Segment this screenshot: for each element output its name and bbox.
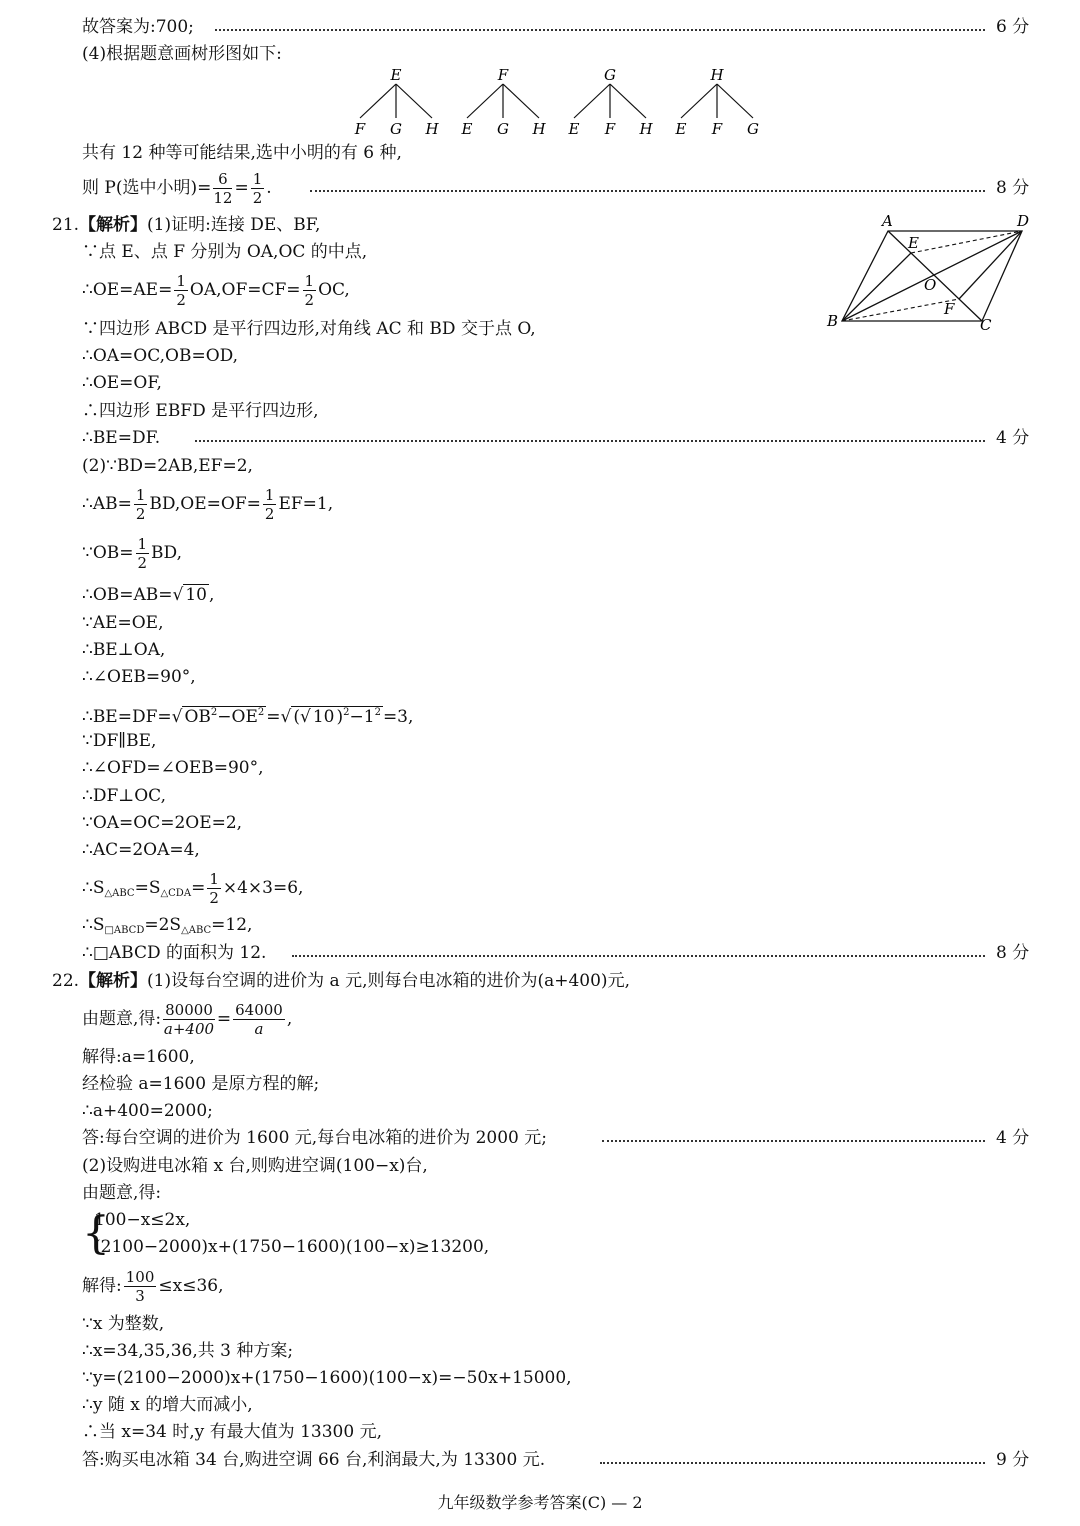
q22-line: 由题意,得: $\frac{80000}{a+400}$ = $\frac{64000}{a}$ ,: [82, 1001, 293, 1038]
point-o-label: O: [924, 276, 937, 294]
tree-leaf: F: [711, 120, 723, 138]
q21-line: ∴OA=OC,OB=OD,: [82, 346, 239, 366]
q21-line: ∴∠OEB=90°,: [82, 667, 196, 687]
page-footer: 九年级数学参考答案(C) — 2: [437, 1493, 643, 1512]
tree-leaf: G: [497, 120, 509, 138]
tree-leaf: E: [568, 120, 580, 138]
q21-line: ∴□ABCD 的面积为 12.: [82, 943, 267, 963]
leader-dots: [215, 29, 985, 31]
q22-line: ∴x=34,35,36,共 3 种方案;: [82, 1341, 294, 1361]
q22-line: 由题意,得:: [82, 1183, 162, 1203]
leader-dots: [602, 1140, 985, 1142]
outcomes-line: 共有 12 种等可能结果,选中小明的有 6 种,: [82, 143, 402, 163]
inequality-1: 100−x≤2x,: [94, 1210, 191, 1230]
answer-line: 故答案为:700;: [82, 17, 194, 37]
q21-line: ∴四边形 EBFD 是平行四边形,: [82, 401, 319, 421]
q21-line: ∴DF⊥OC,: [82, 786, 166, 806]
q21-line: ∵DF∥BE,: [82, 731, 157, 751]
score-mark: 6 分: [996, 17, 1030, 37]
q22-line: ∵x 为整数,: [82, 1314, 165, 1334]
q21-line: ∵点 E、点 F 分别为 OA,OC 的中点,: [82, 242, 368, 262]
tree-intro: (4)根据题意画树形图如下:: [82, 44, 282, 64]
vertex-d-label: D: [1017, 212, 1030, 230]
tree-leaf: E: [461, 120, 473, 138]
q21-line: ∴AC=2OA=4,: [82, 840, 200, 860]
q22-line: 答:购买电冰箱 34 台,购进空调 66 台,利润最大,为 13300 元.: [82, 1450, 546, 1470]
q22-line: 解得: $\frac{100}{3}$ ≤x≤36,: [82, 1268, 224, 1305]
q22-line: (2)设购进电冰箱 x 台,则购进空调(100−x)台,: [82, 1156, 428, 1176]
tree-diagram: [340, 64, 780, 140]
leader-dots: [600, 1462, 985, 1464]
leader-dots: [195, 440, 985, 442]
score-mark: 8 分: [996, 943, 1030, 963]
score-mark: 8 分: [996, 178, 1030, 198]
vertex-a-label: A: [882, 212, 893, 230]
q22-line: ∴a+400=2000;: [82, 1101, 213, 1121]
tree-leaf: G: [390, 120, 402, 138]
q22-line: ∴当 x=34 时,y 有最大值为 13300 元,: [82, 1422, 382, 1442]
inequality-2: (2100−2000)x+(1750−1600)(100−x)≥13200,: [94, 1237, 490, 1257]
score-mark: 4 分: [996, 428, 1030, 448]
leader-dots: [310, 190, 985, 192]
q21-line: ∴BE⊥OA,: [82, 640, 166, 660]
q21-line: ∴∠OFD=∠OEB=90°,: [82, 758, 264, 778]
q21-line: $\therefore S_{\triangle ABC}=S_{\triangle CDA}=$ $\frac{1}{2}$ ×4×3=6,: [82, 870, 304, 907]
tree-root-2: F: [497, 66, 509, 84]
tree-leaf: F: [354, 120, 366, 138]
probability-line: 则 P(选中小明)= $\frac{6}{12}$ = $\frac{1}{2}$ .: [82, 170, 272, 207]
score-mark: 9 分: [996, 1450, 1030, 1470]
system-brace: {: [82, 1208, 110, 1259]
leader-dots: [292, 955, 985, 957]
q21-line: ∴OE=AE= $\frac{1}{2}$ OA,OF=CF= $\frac{1}{2}$ OC,: [82, 272, 350, 309]
q22-line: ∴y 随 x 的增大而减小,: [82, 1395, 253, 1415]
score-mark: 4 分: [996, 1128, 1030, 1148]
q22-line: ∵y=(2100−2000)x+(1750−1600)(100−x)=−50x+15000,: [82, 1368, 572, 1388]
q21-line: ∴BE=DF.: [82, 428, 161, 448]
point-e-label: E: [908, 234, 919, 252]
vertex-b-label: B: [827, 312, 839, 330]
tree-leaf: F: [604, 120, 616, 138]
q21-line: ∴OB=AB=√ 10 ,: [82, 585, 215, 605]
vertex-c-label: C: [980, 316, 992, 334]
parallelogram-figure: [820, 210, 1040, 340]
q21-line: ∴OE=OF,: [82, 373, 162, 393]
q21-line: ∴AB= $\frac{1}{2}$ BD,OE=OF= $\frac{1}{2}$ EF=1,: [82, 486, 334, 523]
q21-line: ∵OA=OC=2OE=2,: [82, 813, 243, 833]
point-f-label: F: [944, 300, 955, 318]
tree-leaf: H: [425, 120, 439, 138]
q22-line: 经检验 a=1600 是原方程的解;: [82, 1074, 320, 1094]
tree-root-1: E: [390, 66, 402, 84]
tree-root-4: H: [710, 66, 724, 84]
q21-line: $\therefore S_{□ABCD}=2S_{\triangle ABC}=12$,: [82, 915, 253, 936]
tree-root-3: G: [604, 66, 616, 84]
q21-line: (2)∵BD=2AB,EF=2,: [82, 456, 253, 476]
q22-line: 解得:a=1600,: [82, 1047, 195, 1067]
question-21-header: 21.【解析】(1)证明:连接 DE、BF,: [52, 215, 321, 235]
tree-leaf: H: [532, 120, 546, 138]
q21-line: ∵AE=OE,: [82, 613, 164, 633]
q22-line: 答:每台空调的进价为 1600 元,每台电冰箱的进价为 2000 元;: [82, 1128, 548, 1148]
q21-line: ∵OB= $\frac{1}{2}$ BD,: [82, 535, 182, 572]
question-22-header: 22.【解析】(1)设每台空调的进价为 a 元,则每台电冰箱的进价为(a+400)元,: [52, 971, 630, 991]
q21-line: ∵四边形 ABCD 是平行四边形,对角线 AC 和 BD 交于点 O,: [82, 319, 536, 339]
tree-leaf: H: [639, 120, 653, 138]
q21-line: ∴BE=DF=√ $OB^2-OE^2$ =√ (√ 10 )$^2-1^2 =3$,: [82, 707, 414, 727]
tree-leaf: E: [675, 120, 687, 138]
tree-leaf: G: [747, 120, 759, 138]
